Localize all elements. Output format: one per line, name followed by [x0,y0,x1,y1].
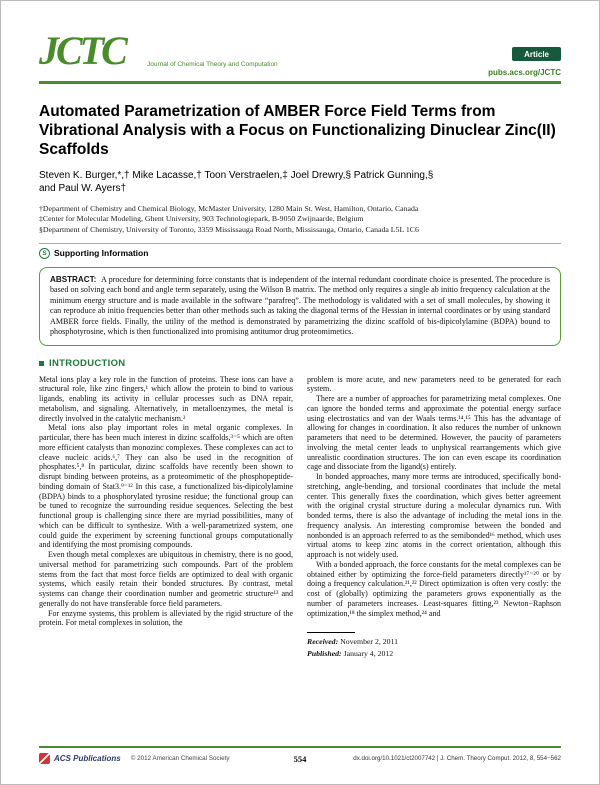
supporting-info-icon: S [39,248,50,259]
paragraph: Even though metal complexes are ubiquitous in chemistry, there is no good, universal method for parametrizing such compounds. Part of the problem stems from the fact that most force fields are optimized to deal with organic systems, which easily retain their bonded structures. By contrast, metal systems can change their coordination number and geometric structure¹³ and generally do not have transferable force field parameters. [39,550,293,608]
article-type-badge: Article [512,47,561,61]
jctc-logo: JCTC [39,28,125,73]
published-label: Published: [307,648,342,658]
paragraph: Metal ions also play important roles in metal organic complexes. In particular, there has been much interest in dizinc scaffolds,³⁻⁵ which are often more efficient catalysts than monozinc complexes. These complexes can act to cleave nucleic acids.⁶,⁷ They can also be used in the recognition of phosphates.⁵,⁸ In particular, dizinc scaffolds have recently been shown to disrupt binding between proteins, as a proteomimetic of the phosphopeptide-binding domain of Stat3.⁹⁻¹² In this case, a functionalized bis-dipicolylamine (BDPA) binds to a phosphorylated tyrosine residue; the functional group can be tuned to recognize the surrounding residue sequences. Selecting the best functional group is challenging since there are myriad possibilities, many of which can be difficult to synthesize. With a well-parametrized system, one could guide the experiment by screening functional groups computationally and identifying the most promising compounds. [39,423,293,550]
intro-left-column [39,375,293,659]
supporting-information-link[interactable] [39,243,561,259]
paragraph: There are a number of approaches for parametrizing metal complexes. One can ignore the bonded terms and approximate the potential energy surface using electrostatics and van der Waals terms.¹⁴,¹⁵ This has the advantage of allowing for changes in coordination. It also reduces the number of unknown parameters that need to be determined. However, the paucity of parameters involving the metal center leads to unphysical rearrangements which give unrealistic coordination structures. The ion can even escape its coordination cage and dissociate from the ligand(s) entirely. [307,394,561,472]
header-divider [39,81,561,84]
article-dates [307,632,561,659]
affiliation-3: §Department of Chemistry, University of Toronto, 3359 Mississauga Road North, Mississauga, Ontario, Canada L5L 1C6 [39,225,419,235]
authors-line-1: Steven K. Burger,*,† Mike Lacasse,† Toon Verstraelen,‡ Joel Drewry,§ Patrick Gunning,§ [39,169,434,181]
dates-divider [307,632,355,633]
section-heading-label: INTRODUCTION [49,357,126,369]
article-title: Automated Parametrization of AMBER Force Field Terms from Vibrational Analysis with a Focus on Functionalizing Dinuclear Zinc(II) Scaffolds [39,103,556,158]
abstract-text: A procedure for determining force constants that is independent of the internal redundant coordinate choice is presented. The procedure is based on solving each bond and angle term separately, using the Wilson B matrix. The method only requires a single ab initio frequency calculation at the minimum energy structure and is made available in the software “parafreq”. The methodology is validated with a set of small molecules, by showing it can reproduce ab initio frequencies better than other methods such as taking the diagonal terms of the Hessian in internal coordinates or by using standard AMBER force fields. Finally, the utility of the method is demonstrated by parametrizing the dizinc scaffold of bis-dipicolylamine (BDPA) bound to phosphotyrosine, which is then functionalized into promising antitumor drug proteomimetics. [50,274,551,337]
journal-site-link[interactable]: pubs.acs.org/JCTC [488,68,561,77]
intro-right-column [307,375,561,659]
received-label: Received: [307,637,339,647]
journal-name: Journal of Chemical Theory and Computation [147,61,278,68]
page-number: 554 [293,753,307,764]
supporting-info-label: Supporting Information [54,248,149,259]
paragraph: Metal ions play a key role in the function of proteins. These ions can have a structural role, like zinc fingers,¹ which allow the protein to bind to various ligands, enabling its activity in cellular processes such as DNA repair, metabolism, and signaling. Alternatively, in metalloenzymes, the metal is directly involved in the catalytic mechanism.² [39,374,293,423]
authors-block [39,169,561,196]
paragraph: With a bonded approach, the force constants for the metal complexes can be obtained either by optimizing the force-field parameters directly¹⁷⁻²⁰ or by doing a frequency calculation.²¹,²² Direct optimization is often very costly: the cost of (globally) optimizing the parameters grows exponentially as the number of parameters increases. Least-squares fitting,²³ Newton−Raphson optimization,¹⁸ the simplex method,²⁴ and [307,559,561,618]
received-date: November 2, 2011 [340,637,399,647]
section-heading-introduction [39,358,561,369]
copyright-text: © 2012 American Chemical Society [130,755,230,762]
authors-line-2: and Paul W. Ayers† [39,183,127,195]
paragraph: problem is more acute, and new parameters need to be generated for each system. [307,374,561,394]
received-row [307,636,561,647]
published-row [307,648,561,659]
doi-link[interactable]: dx.doi.org/10.1021/ct2007742 | J. Chem. Theory Comput. 2012, 8, 554−562 [353,755,561,762]
introduction-body [39,375,561,659]
footer [39,746,561,764]
section-bullet-icon [39,361,44,366]
publisher-name: ACS Publications [54,754,121,763]
affiliation-2: ‡Center for Molecular Modeling, Ghent University, 903 Technologiepark, B-9050 Zwijnaarde, Belgium [39,214,364,224]
abstract-box [39,267,561,346]
paragraph: In bonded approaches, many more terms are introduced, specifically bond-stretching, angle-bending, and torsional coordinates that include the metal center. This generally fixes the coordination, which gives better agreement with the original crystal structure during a molecular dynamics run. With bonded terms, there is also the advantage of including the metal ions in the frequency analysis. An interesting compromise between the bonded and nonbonded is an approach referred to as the semibonded¹⁶ method, which uses virtual atoms to keep zinc atoms in the correct orientation, although this approach is not widely used. [307,472,561,560]
article-front-matter [39,103,561,659]
affiliations-block [39,204,561,236]
paragraph: For enzyme systems, this problem is alleviated by the rigid structure of the protein. For metal complexes in solution, the [39,608,293,628]
published-date: January 4, 2012 [343,648,394,658]
header [1,1,599,89]
affiliation-1: †Department of Chemistry and Chemical Biology, McMaster University, 1280 Main St. West, Hamilton, Ontario, Canada [39,203,419,213]
abstract-label: ABSTRACT: [50,274,97,284]
